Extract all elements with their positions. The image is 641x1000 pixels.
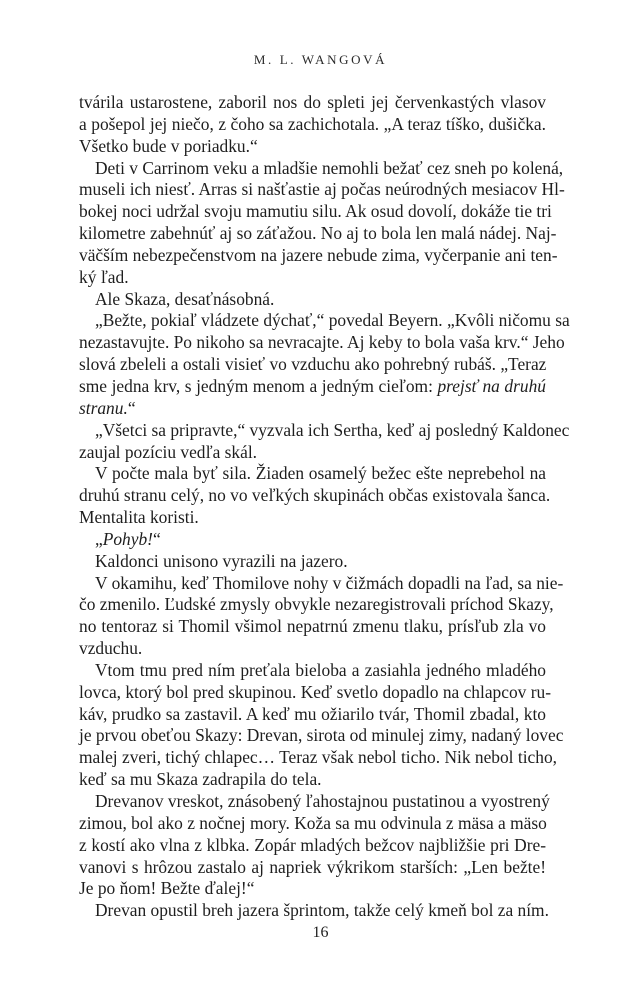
text-line: zimou, bol ako z nočnej mory. Koža sa mu odvinula z mäsa a mäso (79, 812, 547, 833)
text-line: „Všetci sa pripravte,“ vyzvala ich Sertha, keď aj posledný Kaldonec (95, 419, 570, 440)
text-line: Drevanov vreskot, znásobený ľahostajnou pustatinou a vyostrený (95, 791, 550, 811)
paragraph (79, 551, 546, 573)
running-head-author: M. L. WANGOVÁ (253, 52, 388, 67)
text-line: vanovi s hrôzou zastalo aj napriek výkrikom starších: „Len bežte! (79, 856, 546, 877)
text-line: no tentoraz si Thomil všimol nepatrnú zmenu tlaku, prísľub zla vo (79, 616, 546, 637)
text-line: Je po ňom! Bežte ďalej!“ (79, 878, 255, 899)
paragraph (79, 157, 565, 289)
paragraph (79, 463, 551, 529)
paragraph (79, 289, 546, 311)
paragraph (79, 310, 570, 419)
text-line: slová zbeleli a ostali visieť vo vzduchu ako pohrebný rubáš. „Teraz (79, 354, 547, 375)
text-line: stranu.“ (79, 397, 136, 418)
text-line: druhú stranu celý, no vo veľkých skupinách občas existovala šanca. (79, 485, 551, 506)
text-line: nezastavujte. Po nikoho sa nevracajte. Aj keby to bola vaša krv.“ Jeho (79, 332, 565, 353)
text-line: „Bežte, pokiaľ vládzete dýchať,“ povedal Beyern. „Kvôli ničomu sa (95, 310, 570, 331)
text-line: tvárila ustarostene, zaboril nos do spleti jej červenkastých vlasov (79, 92, 546, 112)
text-line: čo zmenilo. Ľudské zmysly obvykle nezaregistrovali príchod Skazy, (79, 594, 554, 615)
text-line: ký ľad. (79, 266, 129, 287)
text-line: Ale Skaza, desaťnásobná. (95, 288, 275, 309)
text-line: Všetko bude v poriadku.“ (79, 135, 258, 156)
text-line: vzduchu. (79, 638, 143, 659)
text-line: Kaldonci unisono vyrazili na jazero. (95, 550, 348, 571)
italic-text: prejsť na druhú (437, 375, 546, 396)
paragraph (79, 791, 550, 900)
text-line: kilometre zabehnúť aj so záťažou. No aj to bola len malá nádej. Naj- (79, 223, 557, 244)
paragraph (79, 572, 564, 660)
text-line: zaujal pozíciu vedľa skál. (79, 441, 257, 462)
text-line: lovca, ktorý bol pred skupinou. Keď svetlo dopadlo na chlapcov ru- (79, 681, 551, 702)
text-line: z kostí ako vlna z klbka. Zopár mladých bežcov najbližšie pri Dre- (79, 834, 546, 855)
text-line: bokej noci udržal svoju mamutiu silu. Ak osud dovolí, dokáže tie tri (79, 201, 552, 222)
paragraph (79, 900, 549, 922)
text-line: káv, prudko sa zastavil. A keď mu ožiarilo tvár, Thomil zbadal, kto (79, 703, 546, 724)
text-line: Vtom tmu pred ním preťala bieloba a zasiahla jedného mladého (95, 659, 546, 680)
text-line: je prvou obeťou Skazy: Drevan, sirota od minulej zimy, nadaný lovec (79, 725, 564, 746)
page-number: 16 (312, 924, 329, 941)
text-line: keď sa mu Skaza zadrapila do tela. (79, 769, 322, 790)
text-line: „Pohyb!“ (95, 528, 161, 549)
paragraph (79, 529, 546, 551)
text-line: Deti v Carrinom veku a mladšie nemohli bežať cez sneh po kolená, (95, 157, 564, 178)
text-line: Mentalita koristi. (79, 507, 199, 528)
paragraph (79, 419, 570, 464)
text-line: sme jedna krv, s jedným menom a jedným cieľom: prejsť na druhú (79, 375, 546, 396)
text-line: V počte mala byť sila. Žiaden osamelý bežec ešte neprebehol na (95, 463, 546, 484)
text-line: malej zveri, tichý chlapec… Teraz však nebol ticho. Nik nebol ticho, (79, 747, 557, 768)
text-line: Drevan opustil breh jazera šprintom, takže celý kmeň bol za ním. (95, 900, 549, 921)
text-line: V okamihu, keď Thomilove nohy v čižmách dopadli na ľad, sa nie- (95, 572, 564, 593)
italic-text: stranu. (79, 397, 128, 418)
body-text (79, 92, 570, 922)
italic-text: Pohyb! (102, 528, 153, 549)
paragraph (79, 659, 564, 791)
text-line: a pošepol jej niečo, z čoho sa zachichotala. „A teraz tíško, dušička. (79, 113, 546, 134)
text-line: museli ich niesť. Arras si našťastie aj počas neúrodných mesiacov Hl- (79, 179, 565, 200)
text-line: väčším nebezpečenstvom na jazere nebude zima, vyčerpanie ani ten- (79, 244, 558, 265)
paragraph (79, 92, 546, 158)
